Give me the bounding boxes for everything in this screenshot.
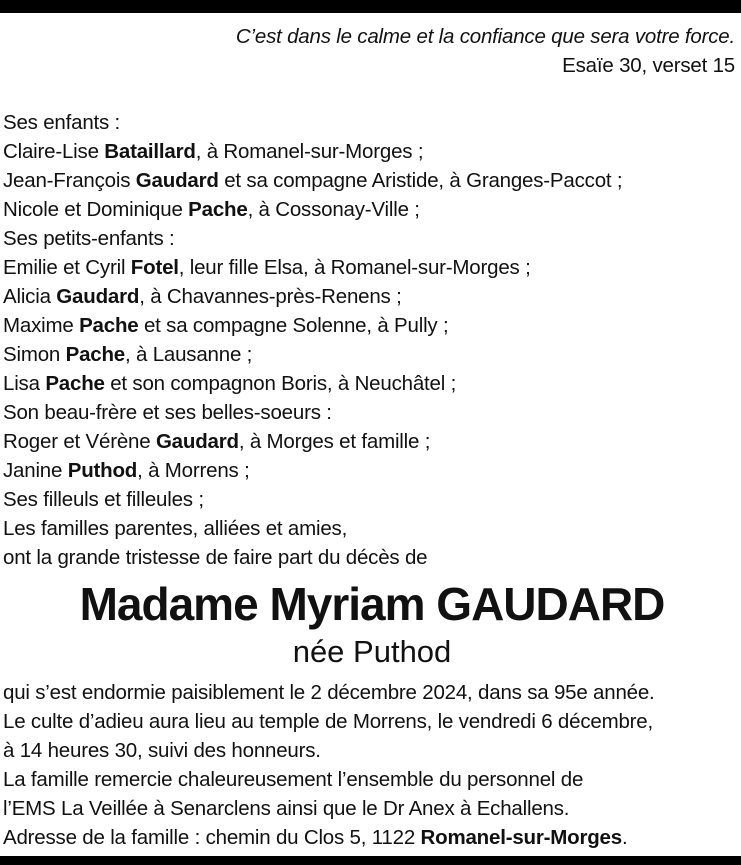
surname-bold: Pache [65,343,126,366]
surname-bold: Bataillard [104,140,196,163]
text-segment: , à Morges et famille ; [238,430,431,453]
text-segment: l’EMS La Veillée à Senarclens ainsi que le Dr Anex à Echallens. [3,797,570,820]
details-line [3,678,741,707]
surname-bold: Gaudard [56,285,140,308]
notice-body [0,108,741,852]
text-segment: Lisa [3,372,46,395]
family-line [3,253,741,282]
text-segment: et son compagnon Boris, à Neuchâtel ; [104,372,457,395]
surname-bold: Puthod [67,459,138,482]
family-line [3,224,741,253]
details-line [3,794,741,823]
text-segment: Les familles parentes, alliées et amies, [3,517,348,540]
bible-reference: Esaïe 30, verset 15 [562,54,735,77]
text-segment: Janine [3,459,68,482]
text-segment: Alicia [3,285,57,308]
text-segment: , à Cossonay-Ville ; [247,198,420,221]
family-line [3,340,741,369]
text-segment: Ses petits-enfants : [3,227,175,250]
family-line [3,427,741,456]
text-segment: Roger et Vérène [3,430,156,453]
text-segment: . [621,826,628,849]
family-line [3,369,741,398]
family-line [3,514,741,543]
text-segment: Nicole et Dominique [3,198,189,221]
details-line [3,736,741,765]
text-segment: qui s’est endormie paisiblement le 2 décembre 2024, dans sa 95e année. [3,681,655,704]
text-segment: , leur fille Elsa, à Romanel-sur-Morges ; [178,256,531,279]
text-segment: Jean-François [3,169,136,192]
details-line [3,765,741,794]
details-line [3,707,741,736]
text-segment: , à Chavannes-près-Renens ; [139,285,402,308]
text-segment: Emilie et Cyril [3,256,131,279]
text-segment: et sa compagne Aristide, à Granges-Paccot ; [218,169,623,192]
family-line [3,108,741,137]
family-line [3,166,741,195]
text-segment: Son beau-frère et ses belles-soeurs : [3,401,332,424]
surname-bold: Pache [45,372,105,395]
funeral-details [3,678,741,852]
text-segment: Le culte d’adieu aura lieu au temple de Morrens, le vendredi 6 décembre, [3,710,653,733]
text-segment: ont la grande tristesse de faire part du décès de [3,546,428,569]
text-segment: Simon [3,343,66,366]
text-segment: , à Morrens ; [137,459,250,482]
text-segment: à 14 heures 30, suivi des honneurs. [3,739,321,762]
surname-bold: Pache [188,198,248,221]
deceased-maiden-name: née Puthod [292,634,452,669]
text-segment: Claire-Lise [3,140,105,163]
text-segment: Adresse de la famille : chemin du Clos 5, 1122 [3,826,421,849]
family-line [3,311,741,340]
deceased-name: Madame Myriam GAUDARD [79,578,665,630]
text-segment: et sa compagne Solenne, à Pully ; [138,314,449,337]
family-list [3,108,741,572]
text-segment: , à Romanel-sur-Morges ; [195,140,424,163]
family-line [3,137,741,166]
family-line [3,398,741,427]
family-line [3,282,741,311]
top-border-bar [0,0,741,13]
surname-bold: Gaudard [135,169,219,192]
family-line [3,543,741,572]
details-line [3,823,741,852]
text-segment: Ses enfants : [3,111,121,134]
family-line [3,456,741,485]
surname-bold: Pache [79,314,139,337]
epigraph [0,22,741,80]
bottom-border-bar [0,856,741,865]
text-segment: La famille remercie chaleureusement l’ensemble du personnel de [3,768,584,791]
surname-bold: Gaudard [155,430,239,453]
family-line [3,485,741,514]
text-segment: , à Lausanne ; [125,343,253,366]
bible-quote: C’est dans le calme et la confiance que sera votre force. [235,25,735,48]
family-line [3,195,741,224]
text-segment: Maxime [3,314,80,337]
text-segment: Ses filleuls et filleules ; [3,488,204,511]
bold-segment: Romanel-sur-Morges [420,826,622,849]
surname-bold: Fotel [130,256,179,279]
